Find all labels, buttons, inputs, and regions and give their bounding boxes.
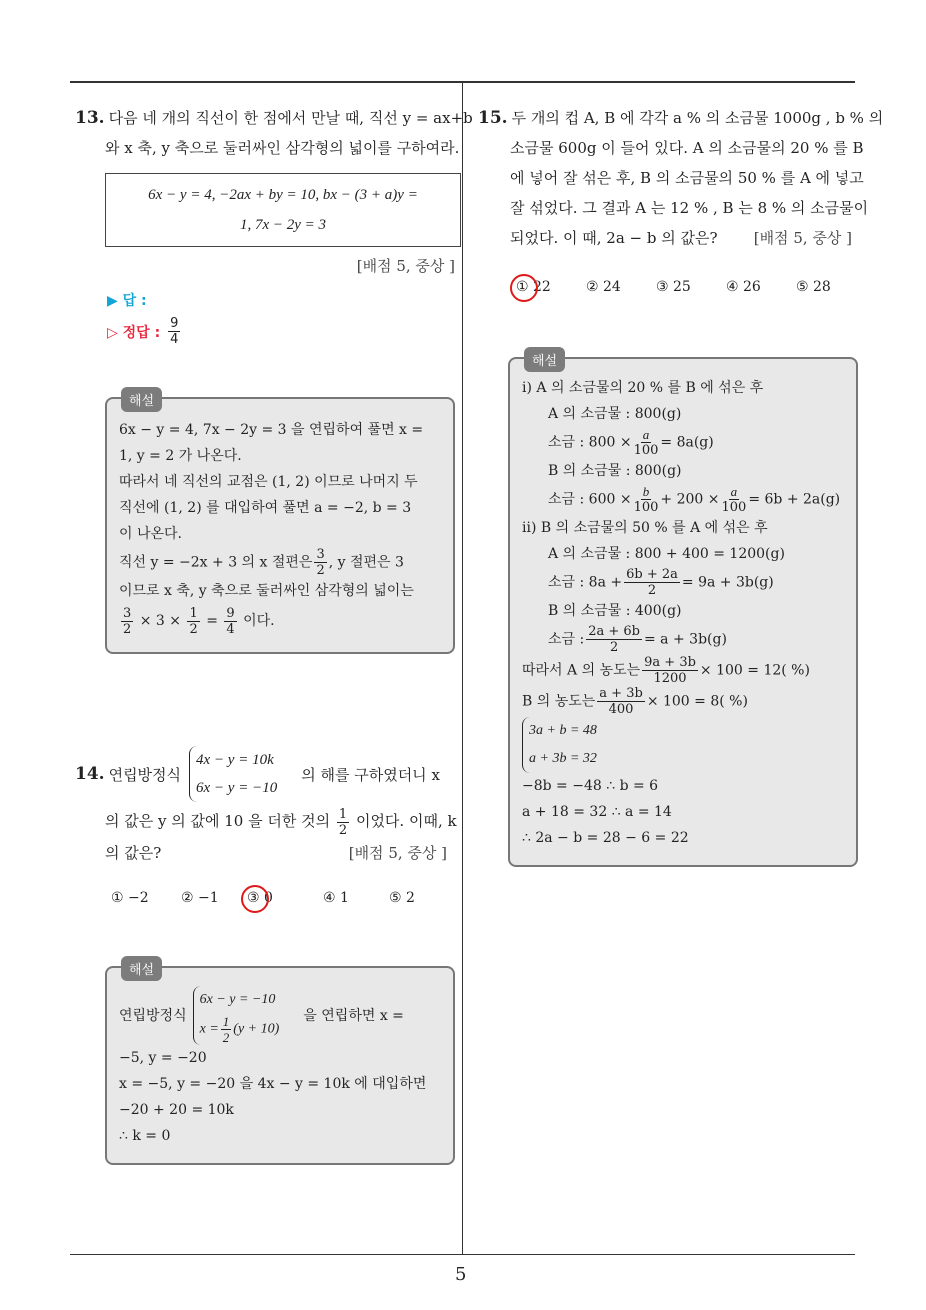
bottom-rule [70,1254,855,1255]
question-number: 15. [478,108,508,128]
choice-3[interactable]: ③ 25 [656,279,691,295]
question-text-line-1: 다음 네 개의 직선이 한 점에서 만날 때, 직선 y = ax+b [108,109,473,127]
question-suffix: 의 해를 구하였더니 x [301,765,440,784]
page-number: 5 [455,1264,467,1285]
question-13 [75,103,473,654]
choice-1[interactable]: ① −2 [111,889,149,906]
solution-box-15: 해설 ⅰ) A 의 소금물의 20 % 를 B 에 섞은 후 A 의 소금물 : 800(g) 소금 : 800 × $\frac{a}{100}$ = 8a(g) B 의 소금물 : 800(g) 소금 : 600 × $\frac{b}{100}$ + 200 × $\frac{a}{100}$ = 6b + 2a(g) ⅱ) B 의 소금물의 50 % 를 A 에 섞은 후 A 의 소금물 : 800 + 400 = 1200(g) 소금 : 8a + $\frac{6b + 2a}{2}$ = 9a + 3b(g) B 의 소금물 : 400(g) 소금 : $\frac{2a + 6b}{2}$ = a + 3b(g) 따라서 A 의 농도는 $\frac{9a + 3b}{1200}$ × 100 = 12( %) B 의 농도는 $\frac{a + 3b}{400}$ × 100 = 8( %) 3a + b = 48 a + 3b = 32 −8b = −48 ∴ b = 6 a + 18 = 32 ∴ a = 14 ∴ 2a − b = 28 − 6 = 22 [508,357,858,867]
choice-1[interactable]: ① 22 [516,279,586,295]
solution-line: 직선 y = −2x + 3 의 x 절편은 $\frac{3}{2}$ , y 절편은 3 [119,547,404,578]
question-prefix: 연립방정식 [108,765,182,784]
choice-5[interactable]: ⑤ 2 [389,889,415,906]
equation-line-1: 6x − y = 4, −2ax + by = 10, bx − (3 + a)y = [148,187,418,203]
equation-box [105,173,461,247]
solution-line: ∴ k = 0 [119,1127,171,1144]
choice-4[interactable]: ④ 26 [726,279,761,295]
solution-tag: 해설 [121,956,162,981]
equation-system: 4x − y = 10k 6x − y = −10 [189,746,277,802]
choice-4[interactable]: ④ 1 [323,889,349,906]
question-number: 14. [75,764,105,784]
right-column [478,103,884,867]
equation-line-2: 1, 7x − 2y = 3 [239,217,327,233]
left-column [75,103,473,1165]
solution-line: $\frac{3}{2}$ × 3 × $\frac{1}{2}$ = $\frac{9}{4}$ 이다. [123,605,275,637]
solution-line: 이 나온다. [119,526,182,542]
solution-tag: 해설 [121,387,162,412]
answer-label: ▶ 답 : [107,293,147,309]
solution-line: 6x − y = 4, 7x − 2y = 3 을 연립하여 풀면 x = [119,422,424,438]
solution-line: x = −5, y = −20 을 4x − y = 10k 에 대입하면 [119,1075,427,1092]
equation-system: 6x − y = −10 x = $\frac{1}{2}$ (y + 10) [193,986,280,1045]
solution-box-14: 해설 연립방정식 6x − y = −10 x = $\frac{1}{2}$ (y + 10) 을 연립하면 x = −5, y = −20 x = −5, y = −20 을 4x − y = 10k 에 대입하면 −20 + 20 = 10k ∴ k = 0 [105,966,455,1165]
choices [111,890,455,906]
column-divider [462,82,463,1254]
question-text-line-2: 와 x 축, y 축으로 둘러싸인 삼각형의 넓이를 구하여라. [105,139,460,157]
answer-circle [241,885,269,913]
solution-line: 따라서 네 직선의 교점은 (1, 2) 이므로 나머지 두 [119,474,418,490]
solution-line: 이므로 x 축, y 축으로 둘러싸인 삼각형의 넓이는 [119,583,414,599]
choice-2[interactable]: ② 24 [586,279,621,295]
choice-2[interactable]: ② −1 [181,889,219,906]
choice-5[interactable]: ⑤ 28 [796,279,831,295]
solution-line: 1, y = 2 가 나온다. [119,448,242,464]
solution-line: −20 + 20 = 10k [119,1101,234,1118]
score-label: [배점 5, 중상 ] [348,843,447,862]
choices [516,279,860,295]
correct-answer [107,316,455,347]
question-15: 15. 두 개의 컵 A, B 에 각각 a % 의 소금물 1000g , b % 의 소금물 600g 이 들어 있다. A 의 소금물의 20 % 를 B 에 넣어 잘 섞은 후, B 의 소금물의 50 % 를 A 에 넣고 잘 섞었다. 그 결과 A 는 12 % , B 는 8 % 의 소금물이 되었다. 이 때, 2a − b 의 값은? [배점 5, 중상 ] ① 22 ② 24 ③ 25 ④ 26 ⑤ 28 해설 ⅰ) A 의 소금물의 20 % 를 B 에 섞은 후 A 의 소금물 : 800(g) 소금 : 800 × $\frac{a}{100}$ = 8a(g) B 의 소금물 : 800(g) 소금 : 600 × $\frac{b}{100}$ + 200 × $\frac{a}{100}$ = 6b + 2a(g) ⅱ) B 의 소금물의 50 % 를 A 에 섞은 후 A 의 소금물 : 800 + 400 = 1200(g) 소금 : 8a + $\frac{6b + 2a}{2}$ = 9a + 3b(g) B 의 소금물 : 400(g) 소금 : $\frac{2a + 6b}{2}$ = a + 3b(g) 따라서 A 의 농도는 $\frac{9a + 3b}{1200}$ × 100 = 12( %) B 의 농도는 $\frac{a + 3b}{400}$ × 100 = 8( %) 3a + b = 48 a + 3b = 32 −8b = −48 ∴ b = 6 a + 18 = 32 ∴ a = 14 ∴ 2a − b = 28 − 6 = 22 [478,103,860,867]
correct-answer-fraction: $\frac{9}{4}$ [170,316,179,347]
question-number: 13. [75,108,105,128]
solution-line: −5, y = −20 [119,1049,207,1066]
solution-box-13 [105,394,455,654]
question-text: 의 값은? [105,843,162,862]
solution-tag: 해설 [524,347,565,372]
score-label: [배점 5, 중상 ] [356,257,455,275]
score-label: [배점 5, 중상 ] [753,229,852,247]
answer-circle [510,274,538,302]
correct-answer-label: ▷ 정답 : [107,324,161,341]
equation-system: 3a + b = 48 a + 3b = 32 [522,717,597,773]
solution-line: 직선에 (1, 2) 를 대입하여 풀면 a = −2, b = 3 [119,500,412,516]
question-14: 14. 연립방정식 4x − y = 10k 6x − y = −10 의 해를 구하였더니 x 의 값은 y 의 값에 10 을 더한 것의 $\frac{1}{2}$ 이었다. 이때, k 의 값은? [배점 5, 중상 ] ① −2 ② −1 ③ 0 ④ 1 ⑤ 2 해설 연립방정식 6x − y = −10 x = $\frac{1}{2}$ (y + 10) 을 연립하면 x = −5, y = −20 x = −5, y = −20 을 4x − y = 10k 에 대입하면 −20 + 20 = 10k ∴ k = 0 [75,746,455,1165]
choice-3[interactable]: ③ 0 [247,890,323,906]
